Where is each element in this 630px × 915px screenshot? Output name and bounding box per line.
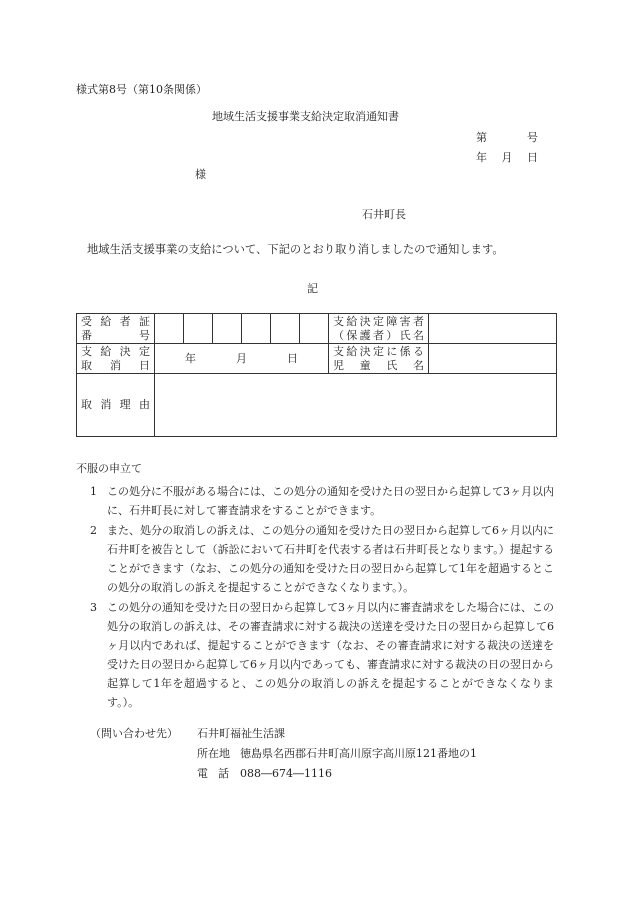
contact-address-label: 所在地 — [197, 747, 230, 760]
contact-tel-label-char: 話 — [218, 767, 229, 780]
issue-date-year: 年 — [476, 151, 487, 164]
contact-tel-label-char: 電 — [197, 767, 208, 780]
table-row — [77, 344, 557, 374]
list-item — [76, 598, 554, 712]
list-item — [76, 482, 554, 520]
contact-address: 徳島県名西郡石井町高川原字高川原121番地の1 — [240, 747, 477, 760]
document-title: 地域生活支援事業支給決定取消通知書 — [212, 110, 399, 123]
contact-tel: 088―674―1116 — [240, 767, 332, 780]
appeal-item-text: この処分に不服がある場合には、この処分の通知を受けた日の翌日から起算して3ヶ月以内に、石井町長に対して審査請求をすることができます。 — [107, 485, 554, 517]
label-ban: 番 — [81, 328, 92, 342]
cancel-date-year: 年 — [185, 351, 196, 365]
cancel-date-label: 支給決定 取消日 — [77, 344, 155, 374]
contact-heading: （問い合わせ先） — [90, 727, 178, 740]
appeal-item-text: また、処分の取消しの訴えは、この処分の通知を受けた日の翌日から起算して6ヶ月以内に石井町を被告として（訴訟において石井町を代表する者は石井町長となります。）提起することができます（なお、この処分の通知を受けた日の翌日から起算して1年を超過するとこの処分の取消しの訴えを提起することができなくなります。）。 — [107, 524, 554, 594]
issue-number-prefix: 第 — [476, 131, 487, 144]
recipient-number-digit[interactable] — [271, 314, 300, 344]
contact-tel-label — [197, 767, 229, 780]
issue-date-day: 日 — [527, 151, 538, 164]
cancel-date-field[interactable] — [155, 344, 329, 374]
recipient-number-digit[interactable] — [213, 314, 242, 344]
appeal-item-text: この処分の通知を受けた日の翌日から起算して3ヶ月以内に審査請求をした場合には、この処分の取消しの訴えは、その審査請求に対する裁決の送達を受けた日の翌日から起算して6ヶ月以内であれば、提起することができます（なお、その審査請求に対する裁決の送達を受けた日の翌日から起算して6ヶ月以内であっても、審査請求に対する裁決の日の翌日から起算して1年を超過すると、この処分の取消しの訴えを提起することができなくなります。）。 — [107, 601, 554, 709]
appeal-list — [76, 482, 554, 713]
recipient-number-digit[interactable] — [242, 314, 271, 344]
list-item — [76, 521, 554, 597]
issue-number — [476, 131, 538, 144]
form-number: 様式第8号（第10条関係） — [76, 83, 207, 96]
recipient-suffix: 様 — [195, 168, 206, 181]
holder-name-label: 支給決定障害者 （保護者）氏名 — [329, 314, 429, 344]
recipient-number-digit[interactable] — [300, 314, 329, 344]
issue-date — [476, 151, 538, 164]
appeal-item-number: 1 — [90, 485, 97, 498]
recipient-number-label: 受給者証 番 号 — [77, 314, 155, 344]
appeal-item-number: 3 — [90, 601, 97, 614]
recipient-number-digit[interactable] — [184, 314, 213, 344]
notice-table — [76, 313, 557, 437]
cancel-reason-label: 取消理由 — [77, 374, 155, 437]
holder-name-field[interactable] — [429, 314, 557, 344]
cancel-reason-field[interactable] — [155, 374, 557, 437]
table-row — [77, 314, 557, 344]
table-row — [77, 374, 557, 437]
contact-department: 石井町福祉生活課 — [197, 727, 285, 740]
appeal-heading: 不服の申立て — [76, 462, 142, 475]
recipient-number-digit[interactable] — [155, 314, 184, 344]
issue-date-month: 月 — [501, 151, 513, 164]
appeal-item-number: 2 — [90, 524, 97, 537]
child-name-label: 支給決定に係る 児童氏名 — [329, 344, 429, 374]
child-name-field[interactable] — [429, 344, 557, 374]
label-go: 号 — [139, 328, 150, 342]
issue-number-suffix: 号 — [527, 131, 538, 144]
cancel-date-day: 日 — [287, 351, 298, 365]
cancel-date-month: 月 — [236, 351, 247, 365]
ki-heading: 記 — [307, 282, 318, 295]
notice-body: 地域生活支援事業の支給について、下記のとおり取り消しましたので通知します。 — [87, 243, 504, 256]
issuer-name: 石井町長 — [362, 208, 406, 221]
